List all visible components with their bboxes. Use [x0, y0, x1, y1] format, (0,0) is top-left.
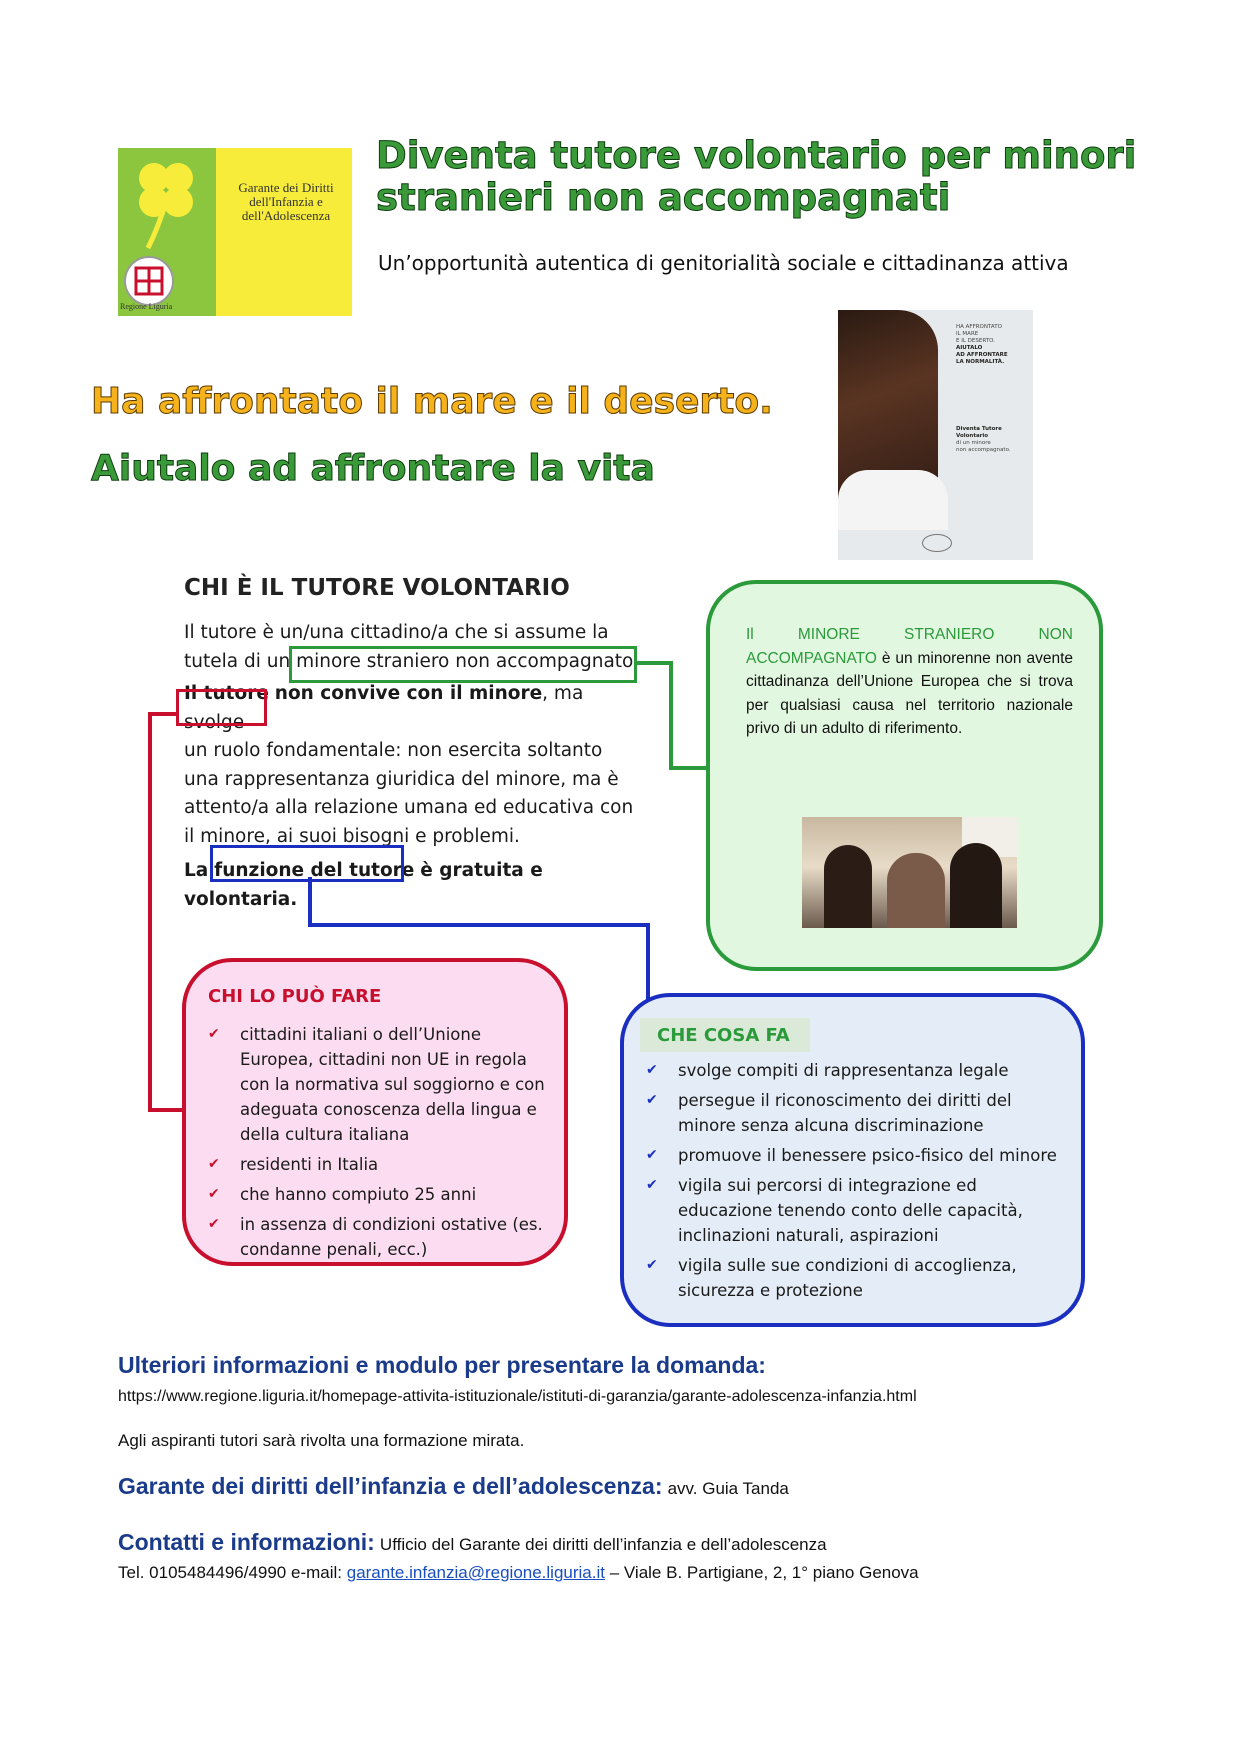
list-item: ✔ persegue il riconoscimento dei diritti del minore senza alcuna discriminazione [644, 1088, 1062, 1138]
region-label: Regione Liguria [120, 302, 173, 311]
check-icon: ✔ [646, 1177, 658, 1193]
list-item: ✔ vigila sulle sue condizioni di accoglienza, sicurezza e protezione [644, 1253, 1062, 1303]
chi-lo-puo-fare-title: CHI LO PUÒ FARE [208, 986, 382, 1007]
check-icon: ✔ [208, 1156, 220, 1172]
page-subtitle: Un’opportunità autentica di genitorialità sociale e cittadinanza attiva [378, 251, 1069, 275]
check-icon: ✔ [646, 1062, 658, 1078]
headline-line2: Aiutalo ad affrontare la vita [91, 448, 655, 489]
check-icon: ✔ [208, 1026, 220, 1042]
info-url[interactable]: https://www.regione.liguria.it/homepage-attivita-istituzionale/istituti-di-garanzia/garante-adolescenza-infanzia.html [118, 1388, 917, 1405]
list-item: ✔ in assenza di condizioni ostative (es. condanne penali, ecc.) [206, 1212, 546, 1262]
funzione-highlight: funzione del tutore [214, 860, 415, 881]
list-item: ✔ residenti in Italia [206, 1152, 546, 1177]
check-icon: ✔ [208, 1216, 220, 1232]
green-connector [634, 663, 706, 768]
logo-text: Garante dei Diritti dell'Infanzia e dell'Adolescenza [238, 180, 334, 223]
funzione-highlight-box [210, 845, 404, 882]
check-icon: ✔ [208, 1186, 220, 1202]
list-item: ✔ cittadini italiani o dell’Unione Europea, cittadini non UE in regola con la normativa sul soggiorno e con adeguata conoscenza della lingua e della cultura italiana [206, 1022, 546, 1147]
info-title: Ulteriori informazioni e modulo per presentare la domanda: [118, 1352, 766, 1378]
check-icon: ✔ [646, 1092, 658, 1108]
poster-text: HA AFFRONTATO IL MARE E IL DESERTO. AIUTALO AD AFFRONTARE LA NORMALITÀ. Diventa Tutore Volontario di un minore non accompagnato. [956, 324, 1011, 453]
email-link[interactable]: garante.infanzia@regione.liguria.it [346, 1563, 605, 1582]
check-icon: ✔ [646, 1257, 658, 1273]
list-item: ✔ promuove il benessere psico-fisico del minore [644, 1143, 1062, 1168]
contact-details: Tel. 0105484496/4990 e-mail: garante.infanzia@regione.liguria.it – Viale B. Partigiane, 2, 1° piano Genova [118, 1563, 919, 1582]
page-title: Diventa tutore volontario per minori stranieri non accompagnati [376, 134, 1137, 219]
training-text: Agli aspiranti tutori sarà rivolta una formazione mirata. [118, 1431, 525, 1450]
garante-line: Garante dei diritti dell’infanzia e dell’adolescenza: avv. Guia Tanda [118, 1473, 789, 1499]
minore-highlight-box [289, 646, 637, 683]
chi-lo-puo-fare-list [206, 1022, 546, 1267]
list-item: ✔ che hanno compiuto 25 anni [206, 1182, 546, 1207]
group-photo [802, 817, 1017, 928]
list-item: ✔ svolge compiti di rappresentanza legale [644, 1058, 1062, 1083]
che-cosa-fa-title: CHE COSA FA [657, 1025, 790, 1046]
minore-definition-text: Il MINORE STRANIERO NON ACCOMPAGNATO è un minorenne non avente cittadinanza dell’Unione Europea che si trova per qualsiasi causa nel territorio nazionale privo di un adulto di riferimento. [746, 626, 1073, 737]
tutore-highlight-box [176, 689, 267, 726]
contact-line: Contatti e informazioni: Ufficio del Garante dei diritti dell’infanzia e dell’adolescenza [118, 1529, 827, 1555]
list-item: ✔ vigila sui percorsi di integrazione ed educazione tenendo conto delle capacità, inclinazioni naturali, aspirazioni [644, 1173, 1062, 1248]
chi-e-title: CHI È IL TUTORE VOLONTARIO [184, 575, 570, 601]
che-cosa-fa-list [644, 1058, 1062, 1308]
headline-line1: Ha affrontato il mare e il deserto. [91, 381, 773, 422]
tutore-highlight: Il tutore [184, 683, 269, 704]
minore-highlight: minore straniero non accompagnato. [296, 650, 639, 672]
check-icon: ✔ [646, 1147, 658, 1163]
red-connector [150, 714, 182, 1110]
chi-e-body: Il tutore è un/una cittadino/a che si assume la tutela di un minore straniero non accompagnato. Il tutore non convive con il minore, ma svolge un ruolo fondamentale: non esercita soltanto una rappresentanza giuridica del minore, ma è attento/a alla relazione umana ed educativa con il minore, ai suoi bisogni e problemi. La funzione del tutore è gratuita e volontaria. [184, 622, 639, 910]
